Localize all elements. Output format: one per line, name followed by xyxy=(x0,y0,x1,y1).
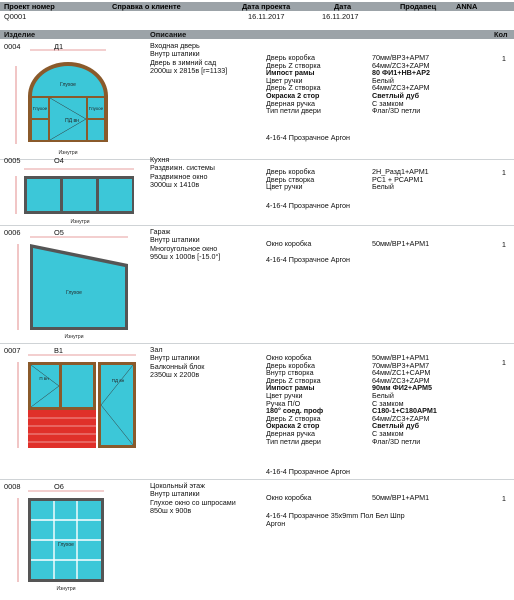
window-drawing-o4 xyxy=(10,166,140,228)
prop-row: Дверь коробка 70мм/ВР3+АРМ7 xyxy=(266,53,430,62)
desc-line: 950ш x 1000в [-15.0°] xyxy=(150,252,221,262)
item-qty: 1 xyxy=(501,358,506,367)
view-label: Изнутри xyxy=(70,219,90,225)
project-date: 16.11.2017 xyxy=(248,12,285,21)
item-qty: 1 xyxy=(501,54,506,63)
pane-label: ПД вн xyxy=(65,118,79,124)
item-name: В1 xyxy=(54,346,64,355)
desc-line: Кухня xyxy=(150,155,170,164)
item-name: Д1 xyxy=(54,42,64,51)
item-number: 0004 xyxy=(4,42,21,51)
window-drawing-b1 xyxy=(10,352,140,454)
seller-label: Продавец xyxy=(400,2,437,11)
client-info-label: Справка о клиенте xyxy=(112,2,181,11)
prop-row: Окраска 2 стор Светлый дуб xyxy=(266,90,420,100)
column-description: Описание xyxy=(150,30,187,39)
prop-row: Внутр створка 64мм/ZC1+CАРМ xyxy=(266,368,431,378)
desc-line: Входная дверь xyxy=(150,41,200,50)
prop-row: Окраска 2 стор Светлый дуб xyxy=(266,421,420,431)
prop-row: Тип петли двери Флаг/3D петли xyxy=(266,106,421,116)
view-label: Изнутри xyxy=(64,334,84,340)
prop-row: 180° соед. проф С180-1+С180АРМ1 xyxy=(266,406,437,416)
item-number: 0005 xyxy=(4,156,21,165)
desc-line: Дверь в зимний сад xyxy=(150,57,217,67)
window-drawing-o6 xyxy=(10,488,110,594)
desc-line: Внутр штапики xyxy=(150,235,200,245)
pane-label: Глухое xyxy=(88,106,104,111)
prop-row: Дверь Z створка 64мм/ZC3+ZАРМ xyxy=(266,413,430,423)
date-value: 16.11.2017 xyxy=(322,12,359,21)
project-number-label: Проект номер xyxy=(4,2,55,11)
glass-line: 4-16-4 Прозрачное 35x9mm Пол Бел Шпр xyxy=(266,511,405,520)
item-number: 0006 xyxy=(4,228,21,237)
item-number: 0008 xyxy=(4,482,21,491)
prop-row: Окно коробка 50мм/ВР1+АРМ1 xyxy=(266,239,430,248)
table-row xyxy=(0,226,514,344)
item-description xyxy=(150,346,204,380)
desc-line: Балконный блок xyxy=(150,361,205,371)
glass-line: Аргон xyxy=(266,519,286,528)
column-header-row xyxy=(0,30,514,39)
header-labels-row xyxy=(0,2,514,11)
table-row xyxy=(0,154,514,226)
prop-row: Дверь коробка 70мм/ВР3+АРМ7 xyxy=(266,360,430,370)
view-label: Изнутри xyxy=(56,586,76,592)
item-description xyxy=(150,482,236,516)
item-qty: 1 xyxy=(501,168,506,177)
desc-line: Гараж xyxy=(150,227,171,236)
desc-line: Цокольный этаж xyxy=(150,481,205,490)
column-item: Изделие xyxy=(4,30,36,39)
prop-row: Цвет ручки Белый xyxy=(266,182,394,192)
view-label: Изнутри xyxy=(58,150,78,156)
prop-row: Ручка П/О С замком xyxy=(266,398,404,408)
prop-row: Тип петли двери Флаг/3D петли xyxy=(266,436,421,446)
date-label: Дата xyxy=(334,2,352,11)
window-drawing-o5 xyxy=(10,234,140,342)
prop-row: Импост рамы 90мм ФИ2+АРМ5 xyxy=(266,383,432,393)
prop-row: Дверь Z створка 64мм/ZC3+ZАРМ xyxy=(266,375,430,385)
pane-label: Глухое xyxy=(66,290,82,296)
glass-spec: 4-16-4 Прозрачное Аргон xyxy=(266,467,350,476)
prop-row: Дверная ручка С замком xyxy=(266,98,404,108)
pane-label: Глухое xyxy=(32,106,48,111)
item-properties xyxy=(266,240,429,248)
prop-row: Дверь Z створка 64мм/ZC3+ZАРМ xyxy=(266,60,430,70)
item-properties xyxy=(266,354,437,445)
prop-row: Цвет ручки Белый xyxy=(266,75,394,85)
desc-line: 2000ш x 2815в [r=1133] xyxy=(150,66,228,76)
item-qty: 1 xyxy=(501,494,506,503)
item-name: О4 xyxy=(54,156,64,165)
column-qty: Кол xyxy=(494,30,508,39)
item-properties xyxy=(266,494,429,502)
item-description xyxy=(150,42,227,76)
prop-row: Дверь коробка 2Н_Разд1+АРМ1 xyxy=(266,167,429,176)
project-date-label: Дата проекта xyxy=(242,2,291,11)
glass-spec xyxy=(266,512,405,528)
desc-line: Многоугольное окно xyxy=(150,243,218,253)
table-row xyxy=(0,480,514,600)
table-row xyxy=(0,40,514,160)
prop-row: Дверь створка РС1 + РСАРМ1 xyxy=(266,174,424,184)
desc-line: 3000ш x 1410в xyxy=(150,180,200,190)
desc-line: Внутр штапики xyxy=(150,489,200,499)
pane-label: ПД вн xyxy=(111,378,125,383)
desc-line: Глухое окно со шпросами xyxy=(150,497,236,507)
pane-label: П вн xyxy=(39,376,49,381)
table-row xyxy=(0,344,514,480)
desc-line: 850ш x 900в xyxy=(150,506,192,516)
desc-line: 2350ш x 2200в xyxy=(150,370,200,380)
project-number: Q0001 xyxy=(4,12,27,21)
desc-line: Внутр штапики xyxy=(150,49,200,59)
item-qty: 1 xyxy=(501,240,506,249)
pane-label: Глухое xyxy=(58,542,74,548)
desc-line: Раздвижн. системы xyxy=(150,163,215,173)
prop-row: Цвет ручки Белый xyxy=(266,390,394,400)
pane-label: Глухое xyxy=(60,82,76,88)
desc-line: Внутр штапики xyxy=(150,353,200,363)
item-properties xyxy=(266,168,429,191)
item-properties xyxy=(266,54,430,115)
item-description xyxy=(150,228,220,262)
glass-spec: 4-16-4 Прозрачное Аргон xyxy=(266,201,350,210)
header-values-row xyxy=(0,12,514,21)
item-number: 0007 xyxy=(4,346,21,355)
prop-row: Дверная ручка С замком xyxy=(266,428,404,438)
item-name: О5 xyxy=(54,228,64,237)
seller-name: ANNA xyxy=(456,2,478,11)
desc-line: Зал xyxy=(150,345,163,354)
desc-line: Раздвижное окно xyxy=(150,171,208,181)
glass-spec: 4-16-4 Прозрачное Аргон xyxy=(266,255,350,264)
prop-row: Дверь Z створка 64мм/ZC3+ZАРМ xyxy=(266,83,430,93)
prop-row: Окно коробка 50мм/ВР1+АРМ1 xyxy=(266,353,430,362)
window-drawing-d1 xyxy=(10,46,120,160)
glass-spec: 4-16-4 Прозрачное Аргон xyxy=(266,133,350,142)
prop-row: Импост рамы 80 ФИ1+НВ+АР2 xyxy=(266,68,431,78)
prop-row: Окно коробка 50мм/ВР1+АРМ1 xyxy=(266,493,430,502)
item-name: О6 xyxy=(54,482,64,491)
item-description xyxy=(150,156,215,190)
